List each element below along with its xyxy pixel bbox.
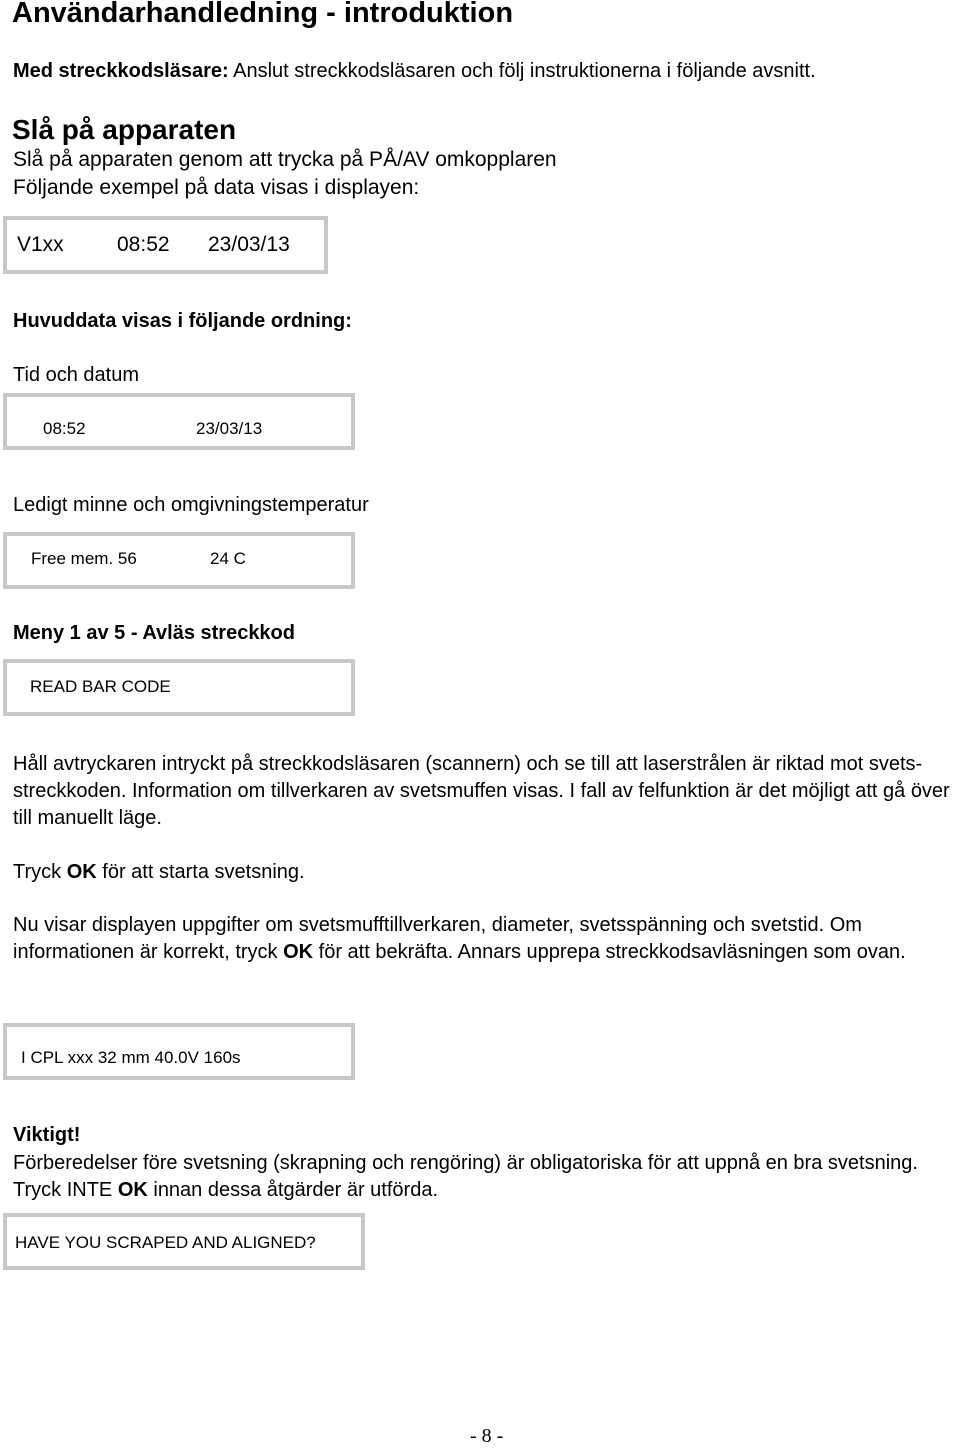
display-box-weld (3, 1023, 355, 1080)
display-free-mem: Free mem. 56 (31, 549, 137, 568)
intro-bold: Med streckkodsläsare: (13, 60, 229, 82)
display-box-memory (3, 532, 355, 589)
display-date-only: 23/03/13 (196, 419, 263, 438)
important-a: Förberedelser före svetsning (skrapning och rengöring) är obligatoriska för att uppnå en bra svetsning. Tryck INTE (13, 1152, 918, 1201)
page-title: Användarhandledning - introduktion (12, 0, 514, 29)
display-time: 08:52 (117, 233, 170, 256)
power-example-label: Följande exempel på data visas i displayen: (13, 176, 420, 199)
display-info-paragraph (13, 912, 958, 966)
display-info-c: för att bekräfta. Annars upprepa streckkodsavläsningen som ovan. (313, 941, 906, 963)
display-box-scraped (3, 1213, 365, 1270)
display-info-a: Om informationen är korrekt, tryck (13, 914, 862, 963)
menu-heading: Meny 1 av 5 - Avläs streckkod (13, 622, 295, 644)
page-number: - 8 - (470, 1425, 504, 1447)
scan-instructions: Håll avtryckaren intryckt på streckkodsläsaren (scannern) och se till att laserstrålen är riktad mot svets-streckkoden. Information om tillverkaren av svetsmuffen visas. I fall av felfunktion är det möjligt att gå över till manuellt läge. (13, 753, 950, 829)
press-ok-start-ok: OK (66, 861, 97, 883)
display-info-line1: Nu visar displayen uppgifter om svetsmufftillverkaren, diameter, svetsspänning och svetstid. (13, 914, 825, 936)
power-instruction: Slå på apparaten genom att trycka på PÅ/AV omkopplaren (13, 148, 557, 171)
memory-temperature-label: Ledigt minne och omgivningstemperatur (13, 494, 369, 516)
display-version: V1xx (17, 233, 64, 256)
display-box-time-date (3, 393, 355, 450)
section-heading-power: Slå på apparaten (12, 114, 237, 145)
display-weld-data: I CPL xxx 32 mm 40.0V 160s (21, 1048, 241, 1067)
display-box-read (3, 659, 355, 716)
important-text (13, 1150, 958, 1204)
section-heading-main: Huvuddata visas i följande ordning: (13, 310, 352, 332)
display-read-bar-code: READ BAR CODE (30, 677, 171, 696)
press-ok-start (13, 859, 305, 886)
time-date-label: Tid och datum (13, 364, 139, 386)
important-ok: OK (117, 1179, 148, 1201)
press-ok-start-c: för att starta svetsning. (96, 861, 305, 883)
press-ok-start-a: Tryck (13, 861, 67, 883)
intro-text: Anslut streckkodsläsaren och följ instruktionerna i följande avsnitt. (228, 60, 816, 82)
display-date: 23/03/13 (208, 233, 290, 256)
display-time-only: 08:52 (43, 419, 86, 438)
important-c: innan dessa åtgärder är utförda. (147, 1179, 438, 1201)
display-scraped-prompt: HAVE YOU SCRAPED AND ALIGNED? (15, 1233, 316, 1252)
display-info-ok: OK (283, 941, 314, 963)
intro-line (13, 58, 816, 85)
important-heading: Viktigt! (13, 1124, 81, 1146)
display-temperature: 24 C (210, 549, 246, 568)
display-box-version (3, 216, 328, 274)
